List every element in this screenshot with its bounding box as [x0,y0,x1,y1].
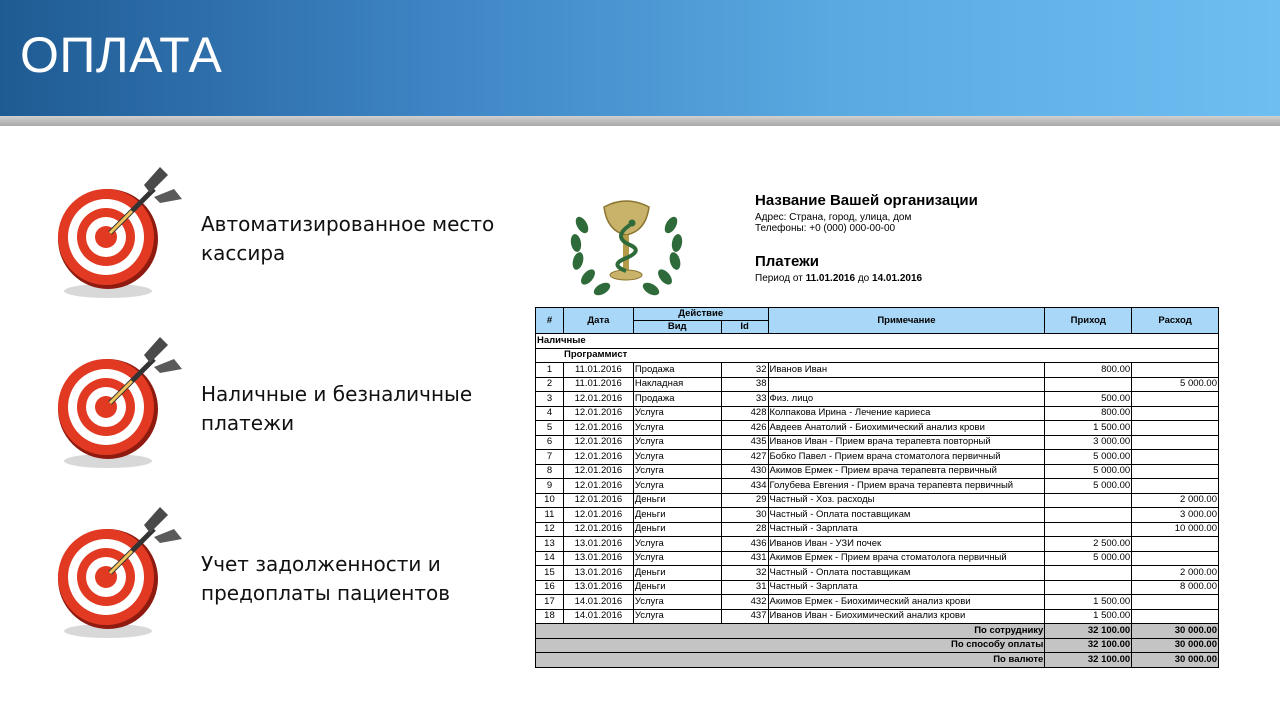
table-row [536,493,1219,508]
cell-id: 30 [721,508,768,523]
bullet-2 [48,337,528,477]
table-row [536,464,1219,479]
bullet-line: платежи [201,411,295,435]
cell-note: Частный - Оплата поставщикам [768,566,1045,581]
cell-kind: Услуга [633,464,721,479]
group-row-cash: Наличные [536,334,1219,349]
cell-expense [1132,392,1219,407]
cell-id: 431 [721,551,768,566]
table-row [536,609,1219,624]
bullet-1 [48,167,528,307]
cell-date: 13.01.2016 [563,537,633,552]
cell-income: 800.00 [1045,363,1132,378]
cell-expense [1132,363,1219,378]
cell-kind: Услуга [633,479,721,494]
cell-note: Иванов Иван - Прием врача терапевта повторный [768,435,1045,450]
pharmacy-bowl-logo-icon [564,185,689,305]
table-row [536,406,1219,421]
cell-income: 2 500.00 [1045,537,1132,552]
cell-num: 11 [536,508,564,523]
cell-expense: 2 000.00 [1132,566,1219,581]
cell-date: 12.01.2016 [563,479,633,494]
cell-income: 800.00 [1045,406,1132,421]
bullet-3 [48,507,528,647]
cell-expense [1132,406,1219,421]
cell-date: 12.01.2016 [563,522,633,537]
cell-income: 500.00 [1045,392,1132,407]
period-prefix: Период от [755,273,803,284]
cell-kind: Накладная [633,377,721,392]
cell-num: 13 [536,537,564,552]
cell-id: 29 [721,493,768,508]
cell-kind: Продажа [633,363,721,378]
cell-income: 5 000.00 [1045,551,1132,566]
column-header-note: Примечание [768,308,1045,334]
cell-date: 12.01.2016 [563,464,633,479]
cell-kind: Услуга [633,406,721,421]
cell-note: Акимов Ермек - Прием врача стоматолога первичный [768,551,1045,566]
cell-kind: Услуга [633,609,721,624]
table-row [536,522,1219,537]
cell-num: 1 [536,363,564,378]
cell-note: Голубева Евгения - Прием врача терапевта первичный [768,479,1045,494]
totals-expense: 30 000.00 [1132,653,1219,668]
totals-income: 32 100.00 [1045,653,1132,668]
cell-num: 16 [536,580,564,595]
cell-kind: Деньги [633,493,721,508]
cell-kind: Услуга [633,537,721,552]
table-row [536,508,1219,523]
cell-note: Акимов Ермек - Биохимический анализ крови [768,595,1045,610]
cell-note: Иванов Иван - Биохимический анализ крови [768,609,1045,624]
cell-kind: Услуга [633,595,721,610]
group-row-employee: Программист [536,348,1219,363]
table-row [536,435,1219,450]
cell-income: 5 000.00 [1045,450,1132,465]
cell-id: 435 [721,435,768,450]
cell-num: 4 [536,406,564,421]
payments-table [535,307,1219,668]
cell-num: 6 [536,435,564,450]
target-dart-icon [48,337,198,477]
cell-expense [1132,595,1219,610]
cell-date: 12.01.2016 [563,421,633,436]
cell-income: 3 000.00 [1045,435,1132,450]
cell-note: Иванов Иван [768,363,1045,378]
cell-income [1045,377,1132,392]
cell-expense [1132,435,1219,450]
cell-date: 11.01.2016 [563,377,633,392]
totals-label: По сотруднику [536,624,1045,639]
cell-expense [1132,464,1219,479]
cell-expense [1132,537,1219,552]
cell-num: 14 [536,551,564,566]
cell-note: Авдеев Анатолий - Биохимический анализ крови [768,421,1045,436]
cell-date: 12.01.2016 [563,508,633,523]
table-row [536,363,1219,378]
bullet-line: кассира [201,241,286,265]
bullet-line: Наличные и безналичные [201,382,473,406]
cell-date: 12.01.2016 [563,392,633,407]
cell-note: Частный - Зарплата [768,580,1045,595]
period-to: 14.01.2016 [872,273,923,284]
cell-id: 428 [721,406,768,421]
cell-num: 8 [536,464,564,479]
cell-income: 1 500.00 [1045,421,1132,436]
cell-note [768,377,1045,392]
cell-date: 14.01.2016 [563,595,633,610]
table-row [536,377,1219,392]
totals-income: 32 100.00 [1045,624,1132,639]
cell-id: 437 [721,609,768,624]
cell-income [1045,566,1132,581]
column-header-income: Приход [1045,308,1132,334]
cell-id: 28 [721,522,768,537]
cell-id: 430 [721,464,768,479]
payments-table-body [536,334,1219,668]
bullet-line: Учет задолженности и [201,552,441,576]
cell-date: 13.01.2016 [563,551,633,566]
cell-expense [1132,551,1219,566]
cell-date: 13.01.2016 [563,580,633,595]
cell-expense: 3 000.00 [1132,508,1219,523]
column-header-action: Действие [633,308,768,321]
cell-num: 10 [536,493,564,508]
totals-expense: 30 000.00 [1132,638,1219,653]
report-period [755,273,922,284]
cell-expense [1132,450,1219,465]
cell-note: Частный - Зарплата [768,522,1045,537]
totals-expense: 30 000.00 [1132,624,1219,639]
cell-kind: Услуга [633,450,721,465]
cell-income: 5 000.00 [1045,464,1132,479]
target-dart-icon [48,507,198,647]
totals-row [536,653,1219,668]
cell-id: 33 [721,392,768,407]
cell-kind: Услуга [633,435,721,450]
cell-num: 2 [536,377,564,392]
cell-income: 1 500.00 [1045,609,1132,624]
target-dart-icon [48,167,198,307]
cell-kind: Услуга [633,421,721,436]
cell-num: 3 [536,392,564,407]
cell-note: Иванов Иван - УЗИ почек [768,537,1045,552]
cell-date: 12.01.2016 [563,450,633,465]
slide-header [0,0,1280,116]
totals-row [536,638,1219,653]
totals-row [536,624,1219,639]
column-header-num: # [536,308,564,334]
bullet-line: предоплаты пациентов [201,581,451,605]
cell-income [1045,493,1132,508]
table-row [536,392,1219,407]
cell-income [1045,508,1132,523]
totals-label: По способу оплаты [536,638,1045,653]
table-row [536,566,1219,581]
cell-num: 17 [536,595,564,610]
cell-expense: 5 000.00 [1132,377,1219,392]
cell-kind: Продажа [633,392,721,407]
cell-kind: Деньги [633,522,721,537]
cell-num: 9 [536,479,564,494]
cell-expense [1132,609,1219,624]
cell-num: 5 [536,421,564,436]
column-header-id: Id [721,321,768,334]
cell-date: 11.01.2016 [563,363,633,378]
table-row [536,450,1219,465]
header-divider [0,116,1280,126]
cell-income [1045,580,1132,595]
cell-date: 12.01.2016 [563,435,633,450]
organization-address: Адрес: Страна, город, улица, дом [755,212,912,223]
column-header-expense: Расход [1132,308,1219,334]
table-row [536,580,1219,595]
cell-num: 15 [536,566,564,581]
cell-note: Частный - Оплата поставщикам [768,508,1045,523]
slide-title: ОПЛАТА [20,27,223,83]
table-row [536,595,1219,610]
cell-note: Частный - Хоз. расходы [768,493,1045,508]
cell-income: 5 000.00 [1045,479,1132,494]
cell-expense: 8 000.00 [1132,580,1219,595]
cell-id: 38 [721,377,768,392]
table-row [536,537,1219,552]
column-header-kind: Вид [633,321,721,334]
cell-note: Бобко Павел - Прием врача стоматолога первичный [768,450,1045,465]
cell-date: 14.01.2016 [563,609,633,624]
period-mid: до [857,273,870,284]
cell-note: Колпакова Ирина - Лечение кариеса [768,406,1045,421]
cell-date: 12.01.2016 [563,493,633,508]
totals-label: По валюте [536,653,1045,668]
cell-expense: 10 000.00 [1132,522,1219,537]
cell-income: 1 500.00 [1045,595,1132,610]
bullet-text [201,210,521,268]
cell-kind: Деньги [633,508,721,523]
column-header-date: Дата [563,308,633,334]
period-from: 11.01.2016 [805,273,856,284]
cell-num: 12 [536,522,564,537]
bullet-text [201,550,521,608]
cell-date: 12.01.2016 [563,406,633,421]
cell-id: 32 [721,363,768,378]
report-title: Платежи [755,253,819,270]
cell-num: 7 [536,450,564,465]
cell-num: 18 [536,609,564,624]
cell-expense: 2 000.00 [1132,493,1219,508]
cell-id: 426 [721,421,768,436]
cell-kind: Услуга [633,551,721,566]
organization-phones: Телефоны: +0 (000) 000-00-00 [755,223,896,234]
cell-id: 436 [721,537,768,552]
cell-id: 432 [721,595,768,610]
cell-date: 13.01.2016 [563,566,633,581]
cell-note: Физ. лицо [768,392,1045,407]
totals-income: 32 100.00 [1045,638,1132,653]
cell-income [1045,522,1132,537]
cell-expense [1132,479,1219,494]
bullet-text [201,380,521,438]
cell-id: 31 [721,580,768,595]
cell-note: Акимов Ермек - Прием врача терапевта первичный [768,464,1045,479]
cell-expense [1132,421,1219,436]
cell-kind: Деньги [633,580,721,595]
cell-id: 427 [721,450,768,465]
cell-kind: Деньги [633,566,721,581]
table-row [536,479,1219,494]
cell-id: 32 [721,566,768,581]
table-row [536,421,1219,436]
organization-name: Название Вашей организации [755,192,978,209]
bullet-line: Автоматизированное место [201,212,495,236]
cell-id: 434 [721,479,768,494]
table-row [536,551,1219,566]
